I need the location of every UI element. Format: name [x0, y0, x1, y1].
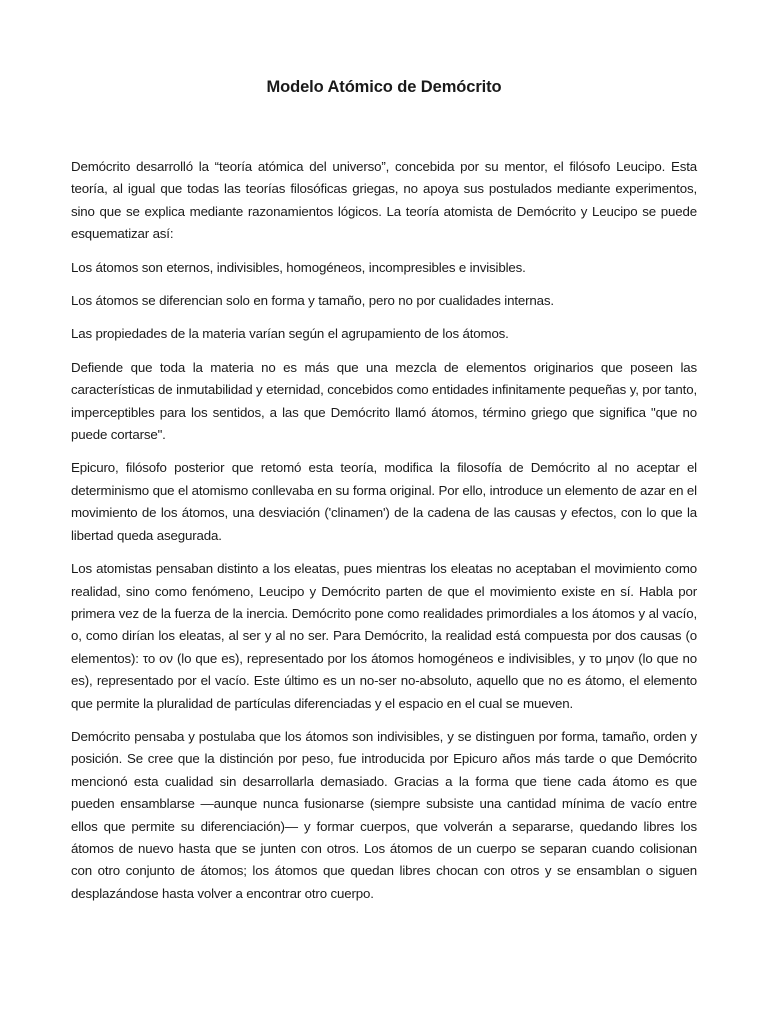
paragraph-atom-properties: Demócrito pensaba y postulaba que los átomos son indivisibles, y se distinguen por forma, tamaño, orden y posición. Se cree que la distinción por peso, fue introducida por Epicuro años más tarde o que Demócrito mencionó esta cualidad sin desarrollarla demasiado. Gracias a la forma que tiene cada átomo es que pueden ensamblarse —aunque nunca fusionarse (siempre subsiste una cantidad mínima de vacío entre ellos que permite su diferenciación)— y formar cuerpos, que volverán a separarse, quedando libres los átomos de nuevo hasta que se junten con otros. Los átomos de un cuerpo se separan cuando colisionan con otro conjunto de átomos; los átomos que quedan libres chocan con otros y se ensamblan o siguen desplazándose hasta volver a encontrar otro cuerpo.: [71, 728, 697, 901]
document-page: [71, 0, 697, 916]
paragraph-intro: Demócrito desarrolló la “teoría atómica del universo”, concebida por su mentor, el filósofo Leucipo. Esta teoría, al igual que todas las teorías filosóficas griegas, no apoya sus postulados mediante experimentos, sino que se explica mediante razonamientos lógicos. La teoría atomista de Demócrito y Leucipo se puede esquematizar así:: [71, 159, 697, 242]
document-body: [71, 156, 697, 905]
paragraph-postulate-1: Los átomos son eternos, indivisibles, homogéneos, incompresibles e invisibles.: [71, 259, 526, 275]
paragraph-matter: Defiende que toda la materia no es más que una mezcla de elementos originarios que poseen las características de inmutabilidad y eternidad, concebidos como entidades infinitamente pequeñas y, por tanto, imperceptibles para los sentidos, a las que Demócrito llamó átomos, término griego que significa "que no puede cortarse".: [71, 359, 697, 443]
paragraph-epicuro: Epicuro, filósofo posterior que retomó esta teoría, modifica la filosofía de Demócrito al no aceptar el determinismo que el atomismo conllevaba en su forma original. Por ello, introduce un elemento de azar en el movimiento de los átomos, una desviación ('clinamen') de la cadena de las causas y efectos, con lo que la libertad queda asegurada.: [71, 460, 697, 543]
paragraph-postulate-2: Los átomos se diferencian solo en forma y tamaño, pero no por cualidades internas.: [71, 293, 554, 309]
paragraph-postulate-3: Las propiedades de la materia varían según el agrupamiento de los átomos.: [71, 326, 509, 342]
page-title: Modelo Atómico de Demócrito: [266, 78, 502, 96]
paragraph-eleatas: Los atomistas pensaban distinto a los eleatas, pues mientras los eleatas no aceptaban el movimiento como realidad, sino como fenómeno, Leucipo y Demócrito parten de que el movimiento existe en sí. Habla por primera vez de la fuerza de la inercia. Demócrito pone como realidades primordiales a los átomos y al vacío, o, como dirían los eleatas, al ser y al no ser. Para Demócrito, la realidad está compuesta por dos causas (o elementos): το ον (lo que es), representado por los átomos homogéneos e indivisibles, y το μηον (lo que no es), representado por el vacío. Este último es un no-ser no-absoluto, aquello que no es átomo, el elemento que permite la pluralidad de partículas diferenciadas y el espacio en el cual se mueven.: [71, 561, 697, 711]
